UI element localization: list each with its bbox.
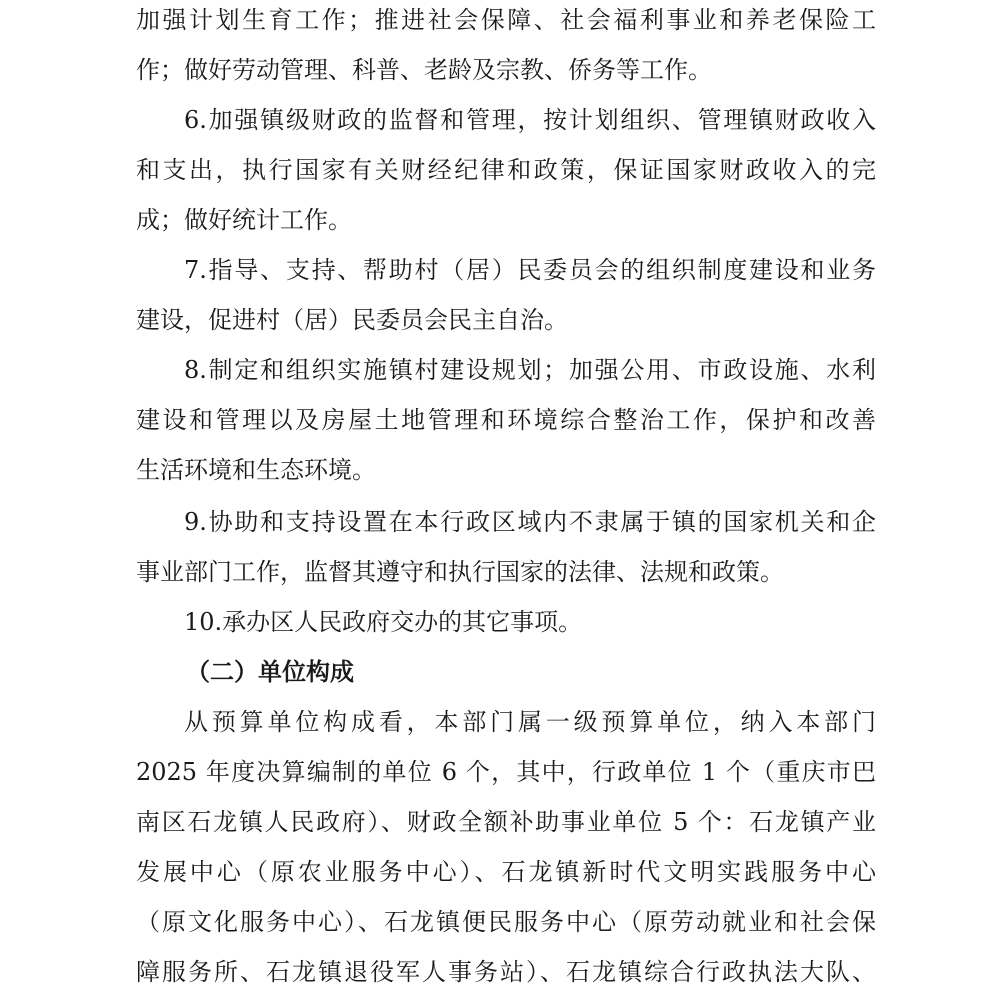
text-line: 从预算单位构成看，本部门属一级预算单位，纳入本部门 (184, 708, 876, 736)
text-line: 南区石龙镇人民政府）、财政全额补助事业单位 5 个：石龙镇产业 (136, 808, 876, 836)
text-line: 发展中心（原农业服务中心）、石龙镇新时代文明实践服务中心 (136, 858, 876, 886)
text-line: 7.指导、支持、帮助村（居）民委员会的组织制度建设和业务 (184, 256, 876, 284)
text-line: 6.加强镇级财政的监督和管理，按计划组织、管理镇财政收入 (184, 106, 876, 134)
section-heading: （二）单位构成 (186, 657, 354, 686)
text-line: 2025 年度决算编制的单位 6 个，其中，行政单位 1 个（重庆市巴 (136, 758, 876, 786)
text-line: 障服务所、石龙镇退役军人事务站）、石龙镇综合行政执法大队、 (136, 958, 876, 986)
text-line: 加强计划生育工作；推进社会保障、社会福利事业和养老保险工 (136, 6, 876, 34)
text-line: 建设，促进村（居）民委员会民主自治。 (136, 306, 568, 334)
text-line: 成；做好统计工作。 (136, 206, 352, 234)
text-line: 8.制定和组织实施镇村建设规划；加强公用、市政设施、水利 (184, 356, 876, 384)
text-line: 和支出，执行国家有关财经纪律和政策，保证国家财政收入的完 (136, 156, 876, 184)
text-line: （原文化服务中心）、石龙镇便民服务中心（原劳动就业和社会保 (136, 908, 876, 936)
text-line: 生活环境和生态环境。 (136, 456, 376, 484)
text-line: 事业部门工作，监督其遵守和执行国家的法律、法规和政策。 (136, 558, 784, 586)
text-line: 9.协助和支持设置在本行政区域内不隶属于镇的国家机关和企 (184, 508, 876, 536)
text-line: 建设和管理以及房屋土地管理和环境综合整治工作，保护和改善 (136, 406, 876, 434)
text-line: 作；做好劳动管理、科普、老龄及宗教、侨务等工作。 (136, 56, 712, 84)
text-line: 10.承办区人民政府交办的其它事项。 (184, 608, 583, 636)
